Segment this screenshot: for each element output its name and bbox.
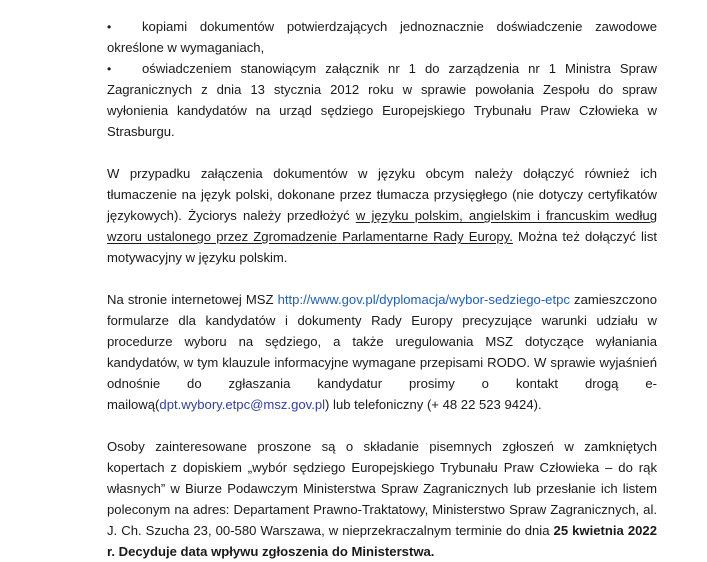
paragraph-submission-deadline: 25 kwietnia 2022 r. Decyduje data wpływu zgłoszenia do Ministerstwa.	[107, 523, 657, 559]
bullet-item-declaration	[107, 58, 657, 142]
msz-website-link[interactable]: http://www.gov.pl/dyplomacja/wybor-sedziego-etpc	[277, 292, 570, 307]
bullet-item-declaration-text: oświadczeniem stanowiącym załącznik nr 1 do zarządzenia nr 1 Ministra Spraw Zagranicznych z dnia 13 stycznia 2012 roku w sprawie powołania Zespołu do spraw wyłonienia kandydatów na urząd sędziego Europejskiego Trybunału Praw Człowieka w Strasburgu.	[107, 61, 657, 139]
paragraph-translation-underlined: w języku polskim, angielskim i francuskim według wzoru ustalonego przez Zgromadzenie Parlamentarne Rady Europy.	[107, 208, 657, 244]
paragraph-website-part2: zamieszczono formularze dla kandydatów i dokumenty Rady Europy precyzujące warunki udziału w procedurze wyboru na sędziego, a także uregulowania MSZ dotyczące wyłaniania kandydatów, w tym klauzule informacyjne wymagane przepisami RODO. W sprawie wyjaśnień odnośnie do zgłaszania kandydatur prosimy o kontakt drogą e-mailową	[107, 292, 657, 412]
paragraph-submission	[107, 436, 657, 562]
bullet-item-documents-text: kopiami dokumentów potwierdzających jednoznacznie doświadczenie zawodowe określone w wymaganiach,	[107, 19, 657, 55]
bullet-marker-icon	[107, 58, 142, 79]
paragraph-submission-part1: Osoby zainteresowane proszone są o składanie pisemnych zgłoszeń w zamkniętych kopertach z dopiskiem „wybór sędziego Europejskiego Trybunału Praw Człowieka – do rąk własnych” w Biurze Podawczym Ministerstwa Spraw Zagranicznych lub przesłanie ich listem poleconym na adres: Departament Prawno-Traktatowy, Ministerstwo Spraw Zagranicznych, al. J. Ch. Szucha 23, 00-580 Warszawa, w nieprzekraczalnym terminie do dnia	[107, 439, 657, 538]
paragraph-website	[107, 289, 657, 415]
contact-email-link[interactable]: dpt.wybory.etpc@msz.gov.pl	[159, 397, 326, 412]
email-open-paren: (	[155, 397, 160, 412]
paragraph-spacer	[107, 268, 657, 289]
paragraph-translation-part2: Można też dołączyć list motywacyjny w języku polskim.	[107, 229, 658, 265]
paragraph-website-part1: Na stronie internetowej MSZ	[107, 292, 278, 307]
paragraph-translation-part1: W przypadku załączenia dokumentów w języku obcym należy dołączyć również ich tłumaczenie na język polski, dokonane przez tłumacza przysięgłego (nie dotyczy certyfikatów językowych). Życiorys należy przedłożyć	[107, 166, 657, 223]
bullet-marker-icon	[107, 16, 142, 37]
document-body	[107, 16, 657, 562]
paragraph-spacer	[107, 142, 657, 163]
paragraph-website-part3: ) lub telefoniczny (+ 48 22 523 9424).	[325, 397, 542, 412]
paragraph-translation	[107, 163, 657, 268]
bullet-item-documents	[107, 16, 657, 58]
paragraph-spacer	[107, 415, 657, 436]
